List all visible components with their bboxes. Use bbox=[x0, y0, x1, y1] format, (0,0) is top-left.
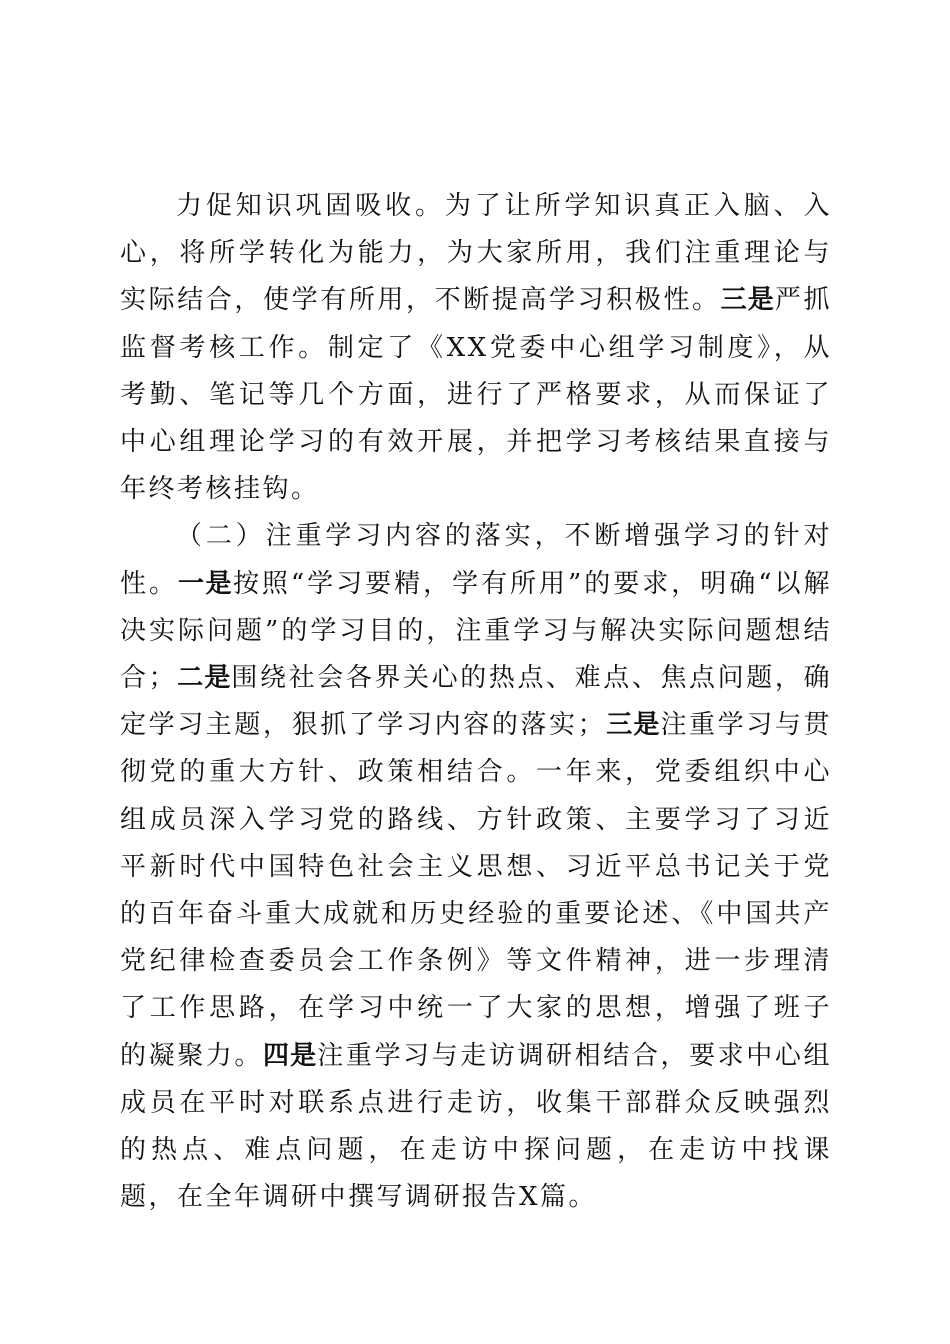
paragraph-text: 按照“学习要精，学有所用”的要求，明确“以解决实际问题”的学习目的，注重学习与解决实际问题想结合； bbox=[120, 568, 832, 694]
paragraph-text: 注重学习与贯彻党的重大方针、政策相结合。一年来，党委组织中心组成员深入学习党的路线、方针政策、主要学习了习近平新时代中国特色社会主义思想、习近平总书记关于党的百年奋斗重大成就和历史经验的重要论述、《中国共产党纪律检查委员会工作条例》等文件精神，进一步理清了工作思路，在学习中统一了大家的思想，增强了班子的凝聚力。 bbox=[120, 710, 832, 1071]
keyword-sishi: 四是 bbox=[263, 1040, 318, 1071]
paragraph-text: 力促知识巩固吸收。为了让所学知识真正入脑、入心，将所学转化为能力，为大家所用，我们注重理论与实际结合，使学有所用，不断提高学习积极性。 bbox=[120, 191, 832, 316]
keyword-sanshi: 三是 bbox=[720, 285, 775, 316]
section-heading: （二）注重学习内容的落实，不断增强学习的针对性。 bbox=[120, 521, 832, 599]
keyword-ershi: 二是 bbox=[177, 663, 232, 694]
paragraph-text: 严抓监督考核工作。制定了《XX党委中心组学习制度》，从考勤、笔记等几个方面，进行了严格要求，从而保证了中心组理论学习的有效开展，并把学习考核结果直接与年终考核挂钩。 bbox=[120, 285, 832, 505]
keyword-yishi: 一是 bbox=[177, 568, 233, 599]
keyword-sanshi: 三是 bbox=[606, 710, 661, 741]
paragraph-study-content bbox=[120, 513, 832, 1221]
paragraph-study-consolidation bbox=[120, 183, 832, 513]
document-body bbox=[120, 183, 832, 1221]
paragraph-text: 围绕社会各界关心的热点、难点、焦点问题，确定学习主题，狠抓了学习内容的落实； bbox=[120, 663, 832, 741]
paragraph-text: 注重学习与走访调研相结合，要求中心组成员在平时对联系点进行走访，收集干部群众反映强烈的热点、难点问题，在走访中探问题，在走访中找课题，在全年调研中撰写调研报告X篇。 bbox=[120, 1040, 832, 1213]
